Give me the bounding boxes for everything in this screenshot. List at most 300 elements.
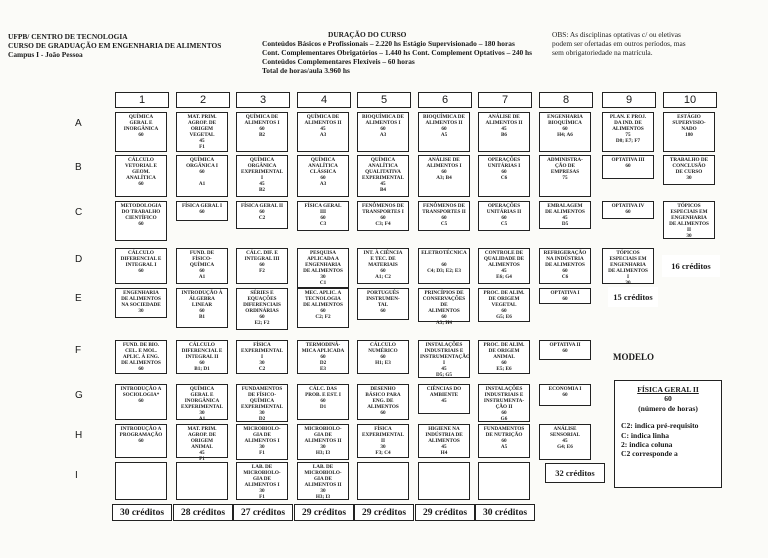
- course-line: FÍSICA GERAL: [304, 203, 342, 209]
- course-line: 60: [320, 214, 326, 221]
- course-cell: [297, 288, 349, 328]
- course-line: QUÍMICA: [249, 157, 275, 163]
- course-line: NA SOCIEDADE: [121, 301, 161, 308]
- course-line: APLIC. À ENG.: [122, 353, 160, 360]
- course-cell: [176, 112, 228, 152]
- course-line: D2: [319, 359, 327, 366]
- course-line: 45: [199, 449, 205, 456]
- course-line: 60: [138, 267, 144, 274]
- observation-note: [552, 30, 686, 57]
- course-cell: [478, 340, 530, 374]
- course-line: ESPECIAIS EM: [670, 208, 708, 215]
- course-line: PROB. E EST. I: [305, 391, 341, 398]
- course-line: 45: [199, 137, 205, 144]
- column-header: 9: [602, 92, 656, 108]
- course-line: DE ALIMENTOS: [303, 301, 343, 308]
- course-line: A3: [319, 131, 327, 138]
- institution-line: UFPB/ CENTRO DE TECNOLOGIA: [8, 32, 128, 41]
- course-line: 30: [199, 409, 205, 416]
- empty-cell: [176, 462, 228, 500]
- empty-cell: [115, 462, 167, 500]
- course-cell: [115, 248, 167, 284]
- course-line: 60: [138, 220, 144, 227]
- course-cell: [539, 112, 591, 152]
- column-header: 10: [663, 92, 717, 108]
- course-line: ANÁLISE DE: [428, 157, 460, 163]
- course-line: H3; I3: [315, 449, 331, 456]
- course-line: 60: [138, 397, 144, 404]
- course-line: C3; F4: [375, 220, 391, 227]
- course-line: ELETROTÉCNICA: [421, 250, 467, 256]
- course-cell: [539, 288, 591, 304]
- row-label: I: [75, 470, 78, 481]
- course-line: ANALÍTICA: [126, 174, 156, 181]
- course-line: GEOM.: [132, 168, 150, 175]
- course-line: QUÍMICA: [128, 114, 154, 120]
- course-line: INDUSTRIAIS E: [484, 391, 524, 398]
- course-line: CONTROLE DE: [484, 250, 524, 256]
- course-line: A1: [198, 180, 206, 187]
- course-cell: [418, 288, 470, 326]
- course-line: 60: [199, 307, 205, 314]
- column-header: 4: [297, 92, 351, 108]
- course-line: 180: [685, 131, 693, 138]
- course-line: B6: [500, 131, 508, 138]
- course-line: A1: [198, 273, 206, 280]
- course-line: EXPERIMENTAL: [181, 403, 223, 410]
- course-line: MICROBIOLO-: [243, 426, 281, 432]
- course-line: EXPERIMENTAL: [241, 347, 283, 354]
- course-cell: [418, 384, 470, 414]
- course-cell: [236, 340, 288, 374]
- course-line: UNITÁRIAS II: [486, 208, 522, 215]
- course-line: DE FÍSICO-: [247, 391, 277, 398]
- course-line: ORIGEM: [190, 437, 214, 444]
- column-header: 1: [115, 92, 169, 108]
- course-line: H1; E3: [375, 359, 391, 366]
- course-cell: [176, 248, 228, 284]
- course-line: AGROP. DE: [187, 431, 217, 438]
- course-line: ENGENHARIA: [123, 290, 159, 296]
- course-line: BÁSICO PARA: [365, 391, 401, 398]
- course-line: I: [626, 273, 630, 280]
- course-cell: [236, 248, 288, 284]
- course-line: FÍSICA GERAL II: [240, 203, 284, 209]
- course-cell: [478, 155, 530, 197]
- course-line: INORGÂNICA: [184, 397, 220, 404]
- course-line: 60: [138, 437, 144, 444]
- course-line: NA INDÚSTRIA: [546, 255, 584, 262]
- course-line: 60: [199, 208, 205, 215]
- course-cell: [539, 201, 591, 229]
- course-line: 30: [686, 232, 692, 239]
- course-line: LAB. DE: [312, 464, 334, 470]
- course-cell: [418, 112, 470, 152]
- course-line: 60: [562, 347, 568, 354]
- course-line: QUÍMICA: [189, 261, 215, 268]
- model-legend-box: [614, 380, 722, 488]
- model-hours-label: (número de horas): [638, 403, 698, 413]
- course-line: C5: [500, 220, 508, 227]
- row-label: A: [75, 118, 82, 129]
- empty-cell: [357, 462, 409, 500]
- course-line: ECONOMIA I: [548, 386, 582, 392]
- course-line: 30: [320, 443, 326, 450]
- course-line: C1: [319, 279, 327, 286]
- row-label: B: [75, 162, 82, 173]
- credits-total: 30 créditos: [475, 504, 535, 521]
- course-line: 30: [138, 307, 144, 314]
- course-line: ENGENHARIA: [671, 214, 707, 221]
- course-line: DE NUTRIÇÃO: [485, 431, 523, 438]
- course-cell: [357, 112, 409, 152]
- note-line: OBS: As disciplinas optativas c/ ou eletivas: [552, 30, 681, 39]
- course-cell: [663, 112, 715, 152]
- course-cell: [478, 288, 530, 322]
- course-line: 60: [501, 214, 507, 221]
- course-line: REFRIGERAÇÃO: [543, 250, 587, 256]
- course-line: ALIMENTOS I: [244, 437, 280, 444]
- course-line: 60: [562, 295, 568, 302]
- course-line: CÁLCULO: [370, 342, 396, 348]
- course-line: II: [686, 226, 692, 233]
- course-line: I: [260, 174, 264, 181]
- note-line: podem ser ofertadas em outros períodos, mas: [552, 39, 686, 48]
- course-line: INORGÂNICA: [123, 125, 159, 132]
- course-cell: [539, 424, 591, 460]
- course-cell: [418, 201, 470, 231]
- course-cell: [297, 248, 349, 288]
- course-line: 60: [501, 359, 507, 366]
- course-cell: [357, 155, 409, 197]
- course-line: APLICADA A: [307, 255, 339, 262]
- course-line: ALIMENTOS I: [365, 119, 401, 126]
- course-line: 60: [199, 267, 205, 274]
- course-line: FUND. DE BIO.: [122, 342, 160, 348]
- course-line: OPTATIVA III: [611, 157, 645, 163]
- credits-row-e: 15 créditos: [608, 287, 658, 307]
- course-line: 45: [501, 125, 507, 132]
- course-line: MAT. PRIM.: [187, 426, 217, 432]
- credits-total: 29 créditos: [294, 504, 354, 521]
- course-line: PLAN. E PROJ.: [609, 114, 647, 120]
- course-line: ALIMENTOS: [612, 125, 644, 132]
- course-line: C2; F2: [315, 313, 331, 320]
- model-hours: 60: [664, 394, 672, 404]
- course-line: A1: [198, 415, 206, 422]
- course-line: B2: [258, 131, 266, 138]
- course-cell: [478, 112, 530, 152]
- course-line: ALIMENTOS II: [304, 481, 342, 488]
- course-line: DE ALIMENTOS: [669, 220, 709, 227]
- course-line: E3: [319, 365, 327, 372]
- course-line: CÁLC. DIF. E: [246, 250, 278, 256]
- model-title: MODELO: [613, 352, 655, 362]
- course-cell: [539, 384, 591, 406]
- model-legend-line: 2: indica coluna: [621, 440, 673, 450]
- course-line: 30: [686, 174, 692, 181]
- course-line: 45: [562, 437, 568, 444]
- course-cell: [357, 384, 409, 420]
- course-line: CEL. E MOL.: [125, 347, 157, 354]
- course-line: 60: [501, 168, 507, 175]
- course-cell: [115, 288, 167, 318]
- course-line: GERAL E: [129, 119, 153, 126]
- course-line: ALIMENTOS I: [244, 119, 280, 126]
- column-header: 5: [357, 92, 411, 108]
- course-line: SOCIOLOGIA*: [122, 391, 160, 398]
- course-line: 60: [501, 409, 507, 416]
- course-line: CÁLCULO: [128, 157, 154, 163]
- course-line: C6: [561, 273, 569, 280]
- course-cell: [176, 424, 228, 462]
- course-line: ALIMENTOS: [488, 261, 520, 268]
- course-line: SUPERVISIO-: [672, 119, 706, 126]
- course-line: INTEGRAL II: [185, 353, 219, 360]
- course-line: 30: [259, 409, 265, 416]
- course-line: D5: [561, 220, 569, 227]
- course-line: MAT. PRIM.: [187, 114, 217, 120]
- course-cell: [478, 248, 530, 284]
- course-line: MATERIAIS: [368, 261, 398, 268]
- course-cell: [115, 112, 167, 152]
- course-line: OPTATIVA IV: [611, 203, 645, 209]
- course-line: ALIMENTOS II: [425, 119, 463, 126]
- course-line: PROC. DE ALIM.: [483, 342, 525, 348]
- course-cell: [236, 155, 288, 197]
- course-cell: [357, 288, 409, 320]
- course-cell: [418, 424, 470, 458]
- course-line: 75: [625, 131, 631, 138]
- course-line: ESPECIAIS EM: [609, 255, 647, 262]
- course-line: E2; F2: [254, 319, 270, 326]
- course-line: BIOQUÍMICA DE: [362, 114, 404, 120]
- course-line: 60: [380, 125, 386, 132]
- course-line: ÇÃO II: [495, 403, 513, 410]
- course-line: DE ALIMENTOS: [545, 208, 585, 215]
- course-cell: [236, 462, 288, 500]
- course-line: MEC. APLIC. A: [304, 290, 342, 296]
- course-line: ALIMENTOS I: [244, 481, 280, 488]
- course-line: C2: [258, 214, 266, 221]
- course-cell: [478, 201, 530, 231]
- course-line: GIA DE: [313, 475, 333, 482]
- course-cell: [176, 155, 228, 197]
- course-line: F1: [259, 449, 265, 456]
- course-line: GERAL E: [190, 391, 214, 398]
- course-line: D8; E7; F7: [615, 137, 641, 144]
- course-line: ANIMAL: [191, 443, 213, 450]
- course-line: EXPERIMENTAL: [241, 168, 283, 175]
- course-cell: [602, 155, 654, 179]
- course-line: ALIMENTOS I: [426, 162, 462, 169]
- course-line: 60: [441, 214, 447, 221]
- course-line: PESQUISA: [310, 250, 336, 256]
- course-line: HIGIENE NA: [428, 426, 460, 432]
- course-line: CONSERVAÇÕES DE: [422, 295, 466, 308]
- row-label: G: [75, 390, 83, 401]
- course-cell: [418, 340, 470, 378]
- duration-line: Conteúdos Complementares Flexíveis – 60 horas: [262, 57, 415, 66]
- course-line: C4; D3; E2; E3: [427, 267, 461, 274]
- course-cell: [176, 384, 228, 420]
- course-cell: [176, 201, 228, 221]
- course-line: B4: [379, 186, 387, 193]
- campus-line: Campus I - João Pessoa: [8, 50, 83, 59]
- course-cell: [115, 155, 167, 197]
- course-line: DE ALIMENTOS: [545, 261, 585, 268]
- course-line: 60: [562, 391, 568, 398]
- course-line: CÁLC. DAS: [309, 386, 337, 392]
- duration-line: Conteúdos Básicos e Profissionais – 2.220 hs Estágio Supervisionado – 180 horas: [262, 39, 515, 48]
- row-label: H: [75, 430, 83, 441]
- column-header: 3: [236, 92, 290, 108]
- course-line: QUÍMICA: [249, 397, 275, 404]
- course-line: INSTRUMENTAÇÃO: [420, 353, 471, 360]
- course-line: 60: [501, 307, 507, 314]
- course-line: TRABALHO DE: [669, 157, 709, 163]
- course-line: INTRODUÇÃO A: [120, 426, 162, 432]
- course-line: FUNDAMENTOS: [483, 426, 525, 432]
- course-line: ÇÃO DE: [554, 162, 576, 169]
- course-cell: [357, 201, 409, 231]
- credits-total: 28 créditos: [173, 504, 233, 521]
- course-line: FÍSICA: [253, 342, 271, 348]
- course-line: ENG. DE: [372, 397, 394, 404]
- course-line: AMBIENTE: [429, 391, 459, 398]
- course-line: 75: [562, 174, 568, 181]
- row-label: C: [75, 207, 83, 218]
- course-line: UNITÁRIAS I: [487, 162, 521, 169]
- course-line: 30: [625, 279, 631, 286]
- course-line: 60: [259, 313, 265, 320]
- course-line: 60: [501, 437, 507, 444]
- course-line: 60: [380, 267, 386, 274]
- course-line: TAL: [377, 301, 389, 308]
- course-line: FÍSICA GERAL I: [181, 203, 223, 209]
- course-line: F1: [259, 493, 265, 500]
- course-cell: [297, 201, 349, 231]
- model-course: FÍSICA GERAL II: [637, 385, 699, 394]
- course-cell: [236, 112, 288, 152]
- course-line: 60: [562, 267, 568, 274]
- course-line: 60: [320, 353, 326, 360]
- course-cell: [297, 462, 349, 500]
- course-line: AGROP. DE: [187, 119, 217, 126]
- course-line: TÓPICOS: [677, 203, 701, 209]
- course-line: A3: [319, 180, 327, 187]
- column-header: 8: [539, 92, 593, 108]
- course-line: DIFERENCIAIS: [243, 301, 281, 308]
- course-line: DE ALIMENTOS: [121, 359, 161, 366]
- course-line: ALIMENTOS II: [304, 437, 342, 444]
- course-line: METODOLOGIA: [120, 203, 162, 209]
- duration-header: [262, 30, 532, 75]
- course-line: D5; G5: [436, 371, 452, 378]
- course-line: TRANSPORTES I: [362, 208, 404, 215]
- course-line: OPTATIVA I: [550, 290, 580, 296]
- course-line: 45: [259, 180, 265, 187]
- course-line: 60: [380, 307, 386, 314]
- course-cell: [478, 424, 530, 458]
- note-line: sem obrigatoriedade na matrícula.: [552, 48, 653, 57]
- course-line: ALIMENTOS: [428, 437, 460, 444]
- course-line: INTRODUÇÃO À: [181, 290, 223, 296]
- course-line: SÉRIES E: [250, 290, 274, 296]
- course-cell: [236, 288, 288, 330]
- course-line: FÍSICO-: [192, 255, 212, 262]
- course-line: I: [260, 353, 264, 360]
- course-line: H4; A6: [557, 131, 573, 138]
- course-line: PROGRAMAÇÃO: [119, 431, 163, 438]
- credits-total: 30 créditos: [112, 504, 172, 521]
- course-line: G5; E6: [496, 313, 512, 320]
- course-line: CÁLCULO: [128, 250, 154, 256]
- course-line: 60: [259, 208, 265, 215]
- course-line: 30: [320, 273, 326, 280]
- course-line: FUND. DE: [189, 250, 215, 256]
- course-line: 60: [380, 409, 386, 416]
- course-line: 45: [380, 180, 386, 187]
- model-legend-line: C2 corresponde a: [621, 449, 678, 459]
- course-line: 45: [441, 365, 447, 372]
- course-cell: [357, 424, 409, 458]
- course-line: LINEAR: [191, 301, 213, 308]
- course-cell: [297, 112, 349, 152]
- course-line: INDUSTRIAIS E: [424, 347, 464, 354]
- course-cell: [236, 424, 288, 460]
- course-line: DIFERENCIAL E: [120, 255, 162, 262]
- course-line: 60: [441, 168, 447, 175]
- course-line: DIFERENCIAL E: [181, 347, 223, 354]
- course-line: EMPRESAS: [550, 168, 580, 175]
- course-line: 45: [320, 125, 326, 132]
- course-line: INTRODUÇÃO A: [120, 386, 162, 392]
- course-line: NADO: [681, 125, 697, 132]
- course-line: OPTATIVA II: [549, 342, 581, 348]
- course-line: 45: [441, 443, 447, 450]
- course-cell: [357, 248, 409, 284]
- column-header: 7: [478, 92, 532, 108]
- course-line: NUMÉRICO: [368, 347, 398, 354]
- course-cell: [236, 201, 288, 229]
- course-line: CÁLCULO: [189, 342, 215, 348]
- course-cell: [357, 340, 409, 374]
- course-cell: [539, 340, 591, 360]
- course-line: INTEGRAL III: [244, 255, 280, 262]
- course-line: ALIMENTOS II: [304, 119, 342, 126]
- course-line: ALIMENTOS: [367, 403, 399, 410]
- course-line: QUÍMICA: [189, 157, 215, 163]
- course-cell: [539, 155, 591, 197]
- course-line: ORGÂNICA: [247, 162, 277, 169]
- course-cell: [115, 424, 167, 458]
- course-line: VEGETAL: [491, 301, 517, 308]
- course-line: DA IND. DE: [614, 119, 642, 126]
- course-line: ORIGEM: [190, 125, 214, 132]
- course-line: ENGENHARIA: [547, 114, 583, 120]
- course-line: 60: [259, 125, 265, 132]
- course-line: ANALÍTICA: [368, 162, 398, 169]
- course-line: ADMINISTRA-: [547, 157, 583, 163]
- course-cell: [176, 288, 228, 328]
- course-line: ENGENHARIA: [305, 261, 341, 268]
- course-line: OPERAÇÕES: [487, 203, 521, 209]
- course-line: A3: [379, 131, 387, 138]
- course-cell: [115, 340, 167, 374]
- course-line: ANIMAL: [493, 353, 515, 360]
- course-cell: [115, 384, 167, 420]
